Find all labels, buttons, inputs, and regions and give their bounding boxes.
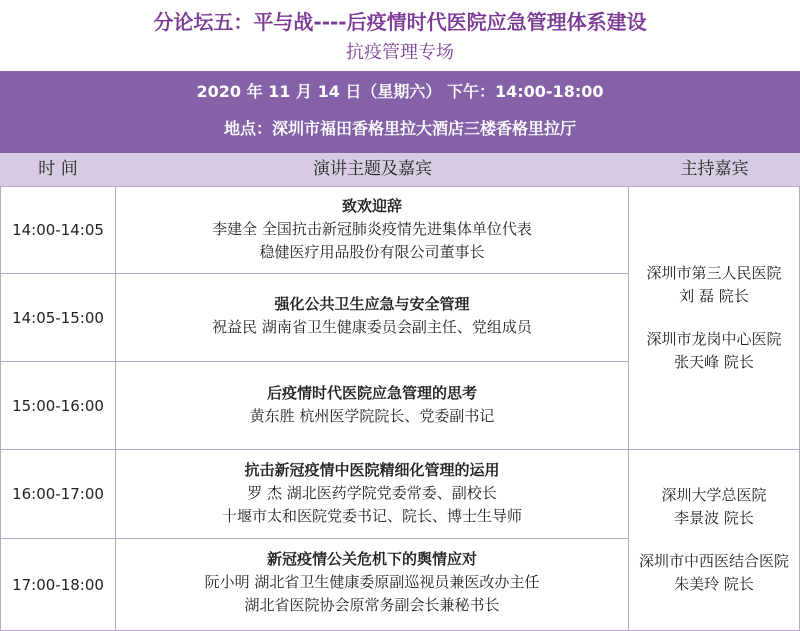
speaker-line: 十堰市太和医院党委书记、院长、博士生导师 <box>221 507 522 525</box>
topic-cell <box>116 186 629 274</box>
talk-title: 新冠疫情公关危机下的舆情应对 <box>266 550 477 568</box>
topic-cell <box>116 539 629 631</box>
host-name: 张天峰 院长 <box>674 352 754 371</box>
speaker-line: 祝益民 湖南省卫生健康委员会副主任、党组成员 <box>212 318 532 336</box>
time-cell <box>0 362 116 450</box>
speaker-line: 湖北省医院协会原常务副会长兼秘书长 <box>244 596 500 614</box>
host-name: 李景波 院长 <box>674 509 754 527</box>
time-cell <box>0 274 116 362</box>
column-header-host: 主持嘉宾 <box>680 159 749 179</box>
talk-title: 强化公共卫生应急与安全管理 <box>274 295 470 313</box>
time-text: 16:00-17:00 <box>12 485 104 503</box>
table-header <box>0 153 800 187</box>
time-text: 14:00-14:05 <box>12 220 104 239</box>
time-text: 15:00-16:00 <box>12 396 104 415</box>
column-header-time: 时 间 <box>38 159 78 179</box>
topic-cell <box>116 450 629 539</box>
talk-title: 致欢迎辞 <box>341 197 402 215</box>
host-hospital: 深圳大学总医院 <box>661 486 767 504</box>
forum-subtitle: 抗疫管理专场 <box>346 42 454 63</box>
column-header-topic: 演讲主题及嘉宾 <box>313 159 432 179</box>
schedule-table <box>0 186 800 631</box>
time-text: 14:05-15:00 <box>12 308 104 327</box>
host-name: 刘 磊 院长 <box>679 286 749 305</box>
host-hospital: 深圳市中西医结合医院 <box>638 552 789 570</box>
talk-title: 抗击新冠疫情中医院精细化管理的运用 <box>244 461 500 479</box>
speaker-line: 黄东胜 杭州医学院院长、党委副书记 <box>249 407 495 425</box>
host-cell <box>629 450 800 631</box>
time-cell <box>0 450 116 539</box>
speaker-line: 阮小明 湖北省卫生健康委原副巡视员兼医改办主任 <box>204 573 540 591</box>
time-cell <box>0 186 116 274</box>
time-text: 17:00-18:00 <box>12 575 104 594</box>
host-name: 朱美玲 院长 <box>674 575 754 593</box>
topic-cell <box>116 274 629 362</box>
speaker-line: 罗 杰 湖北医药学院党委常委、副校长 <box>247 484 497 502</box>
host-hospital: 深圳市龙岗中心医院 <box>646 329 782 348</box>
topic-cell <box>116 362 629 450</box>
host-cell <box>629 186 800 450</box>
info-banner <box>0 71 800 153</box>
venue-line: 地点：深圳市福田香格里拉大酒店三楼香格里拉厅 <box>223 119 576 138</box>
forum-title: 分论坛五：平与战----后疫情时代医院应急管理体系建设 <box>153 10 647 34</box>
date-line: 2020 年 11 月 14 日（星期六） 下午：14:00-18:00 <box>196 82 604 101</box>
time-cell <box>0 539 116 631</box>
talk-title: 后疫情时代医院应急管理的思考 <box>266 384 477 402</box>
speaker-line: 李建全 全国抗击新冠肺炎疫情先进集体单位代表 <box>212 220 532 238</box>
speaker-line: 稳健医疗用品股份有限公司董事长 <box>259 243 485 261</box>
host-hospital: 深圳市第三人民医院 <box>646 263 782 282</box>
